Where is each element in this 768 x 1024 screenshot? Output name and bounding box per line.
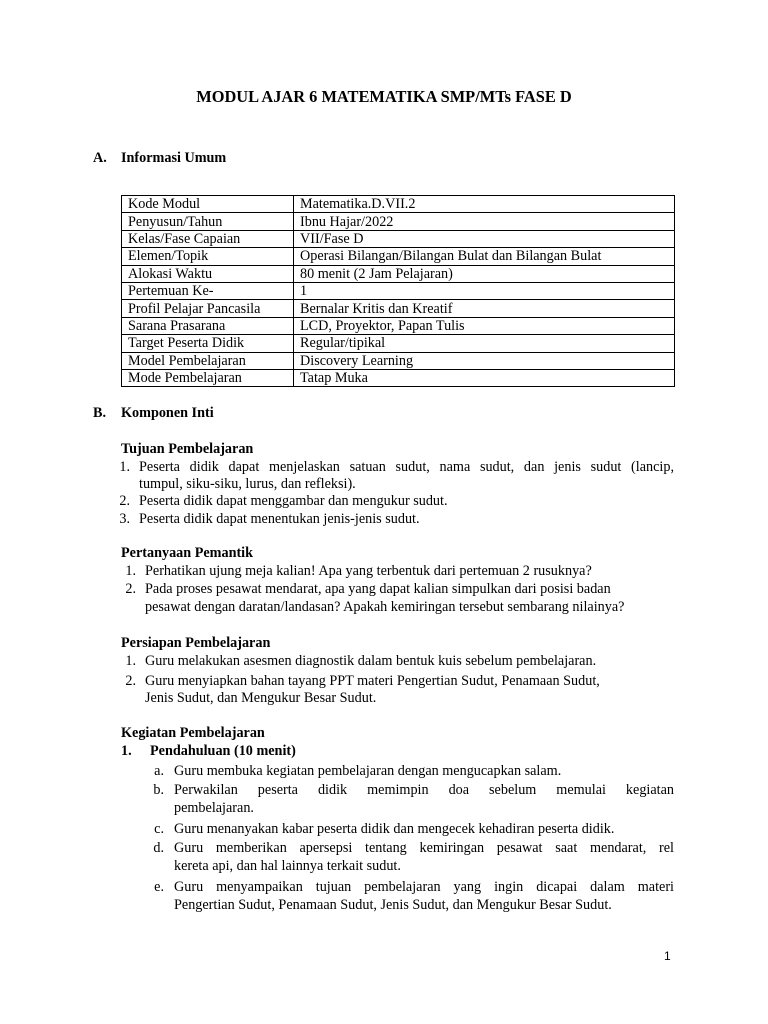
table-key: Penyusun/Tahun <box>122 213 294 230</box>
table-key: Pertemuan Ke- <box>122 282 294 299</box>
list-letter: a. <box>154 763 164 779</box>
list-item: Peserta didik dapat menjelaskan satuan sudut, nama sudut, dan jenis sudut (lancip, <box>139 459 674 475</box>
table-row <box>122 282 675 299</box>
pertanyaan-heading: Pertanyaan Pemantik <box>121 545 254 561</box>
table-row <box>122 369 675 386</box>
list-item-continued: tumpul, siku-siku, lurus, dan refleksi). <box>139 476 356 492</box>
list-number: 2. <box>119 493 130 509</box>
persiapan-heading: Persiapan Pembelajaran <box>121 635 271 651</box>
list-letter: b. <box>153 782 164 798</box>
section-a-title: Informasi Umum <box>121 150 227 166</box>
section-b-title: Komponen Inti <box>121 405 214 421</box>
table-key: Sarana Prasarana <box>122 317 294 334</box>
list-number: 2. <box>125 581 136 597</box>
list-item: Perhatikan ujung meja kalian! Apa yang terbentuk dari pertemuan 2 rusuknya? <box>145 563 592 579</box>
table-value: Operasi Bilangan/Bilangan Bulat dan Bilangan Bulat <box>294 248 675 265</box>
page-number: 1 <box>664 949 671 963</box>
table-value: Matematika.D.VII.2 <box>294 196 675 213</box>
table-row <box>122 352 675 369</box>
list-item-continued: Jenis Sudut, dan Mengukur Besar Sudut. <box>145 690 377 706</box>
list-item-continued: Pengertian Sudut, Penamaan Sudut, Jenis Sudut, dan Mengukur Besar Sudut. <box>174 897 612 913</box>
info-table <box>121 195 675 387</box>
list-item-continued: pesawat dengan daratan/landasan? Apakah kemiringan tersebut sembarang nilainya? <box>145 599 625 615</box>
kegiatan-sub-number: 1. <box>121 743 132 759</box>
table-value: Ibnu Hajar/2022 <box>294 213 675 230</box>
kegiatan-sub-heading: Pendahuluan (10 menit) <box>150 743 296 759</box>
list-letter: e. <box>154 879 164 895</box>
table-value: LCD, Proyektor, Papan Tulis <box>294 317 675 334</box>
list-number: 3. <box>119 511 130 527</box>
table-value: Discovery Learning <box>294 352 675 369</box>
list-item: Peserta didik dapat menentukan jenis-jenis sudut. <box>139 511 420 527</box>
section-b-letter: B. <box>93 405 107 421</box>
table-key: Kode Modul <box>122 196 294 213</box>
table-row <box>122 213 675 230</box>
list-number: 1. <box>125 563 136 579</box>
list-item: Guru memberikan apersepsi tentang kemiringan pesawat saat mendarat, rel <box>174 840 674 856</box>
table-row <box>122 335 675 352</box>
list-letter: c. <box>154 821 164 837</box>
table-key: Elemen/Topik <box>122 248 294 265</box>
list-item: Guru menyampaikan tujuan pembelajaran yang ingin dicapai dalam materi <box>174 879 674 895</box>
table-row <box>122 230 675 247</box>
table-key: Kelas/Fase Capaian <box>122 230 294 247</box>
document-title: MODUL AJAR 6 MATEMATIKA SMP/MTs FASE D <box>196 87 572 106</box>
tujuan-heading: Tujuan Pembelajaran <box>121 441 254 457</box>
table-row <box>122 300 675 317</box>
table-key: Profil Pelajar Pancasila <box>122 300 294 317</box>
list-number: 1. <box>125 653 136 669</box>
list-item: Guru melakukan asesmen diagnostik dalam bentuk kuis sebelum pembelajaran. <box>145 653 597 669</box>
table-key: Alokasi Waktu <box>122 265 294 282</box>
kegiatan-heading: Kegiatan Pembelajaran <box>121 725 265 741</box>
list-number: 2. <box>125 673 136 689</box>
section-a-letter: A. <box>93 150 107 166</box>
list-number: 1. <box>119 459 130 475</box>
table-row <box>122 317 675 334</box>
list-item: Guru menyiapkan bahan tayang PPT materi Pengertian Sudut, Penamaan Sudut, <box>145 673 600 689</box>
table-value: 80 menit (2 Jam Pelajaran) <box>294 265 675 282</box>
list-item-continued: kereta api, dan hal lainnya terkait sudut. <box>174 858 401 874</box>
table-key: Mode Pembelajaran <box>122 369 294 386</box>
table-value: Bernalar Kritis dan Kreatif <box>294 300 675 317</box>
table-key: Model Pembelajaran <box>122 352 294 369</box>
list-item: Guru membuka kegiatan pembelajaran dengan mengucapkan salam. <box>174 763 562 779</box>
table-value: Tatap Muka <box>294 369 675 386</box>
list-item: Perwakilan peserta didik memimpin doa sebelum memulai kegiatan <box>174 782 674 798</box>
table-row <box>122 196 675 213</box>
list-item: Pada proses pesawat mendarat, apa yang dapat kalian simpulkan dari posisi badan <box>145 581 611 597</box>
table-value: 1 <box>294 282 675 299</box>
table-value: VII/Fase D <box>294 230 675 247</box>
table-value: Regular/tipikal <box>294 335 675 352</box>
list-item: Peserta didik dapat menggambar dan mengukur sudut. <box>139 493 448 509</box>
list-letter: d. <box>153 840 164 856</box>
table-row <box>122 248 675 265</box>
list-item-continued: pembelajaran. <box>174 800 254 816</box>
table-row <box>122 265 675 282</box>
list-item: Guru menanyakan kabar peserta didik dan mengecek kehadiran peserta didik. <box>174 821 615 837</box>
table-key: Target Peserta Didik <box>122 335 294 352</box>
